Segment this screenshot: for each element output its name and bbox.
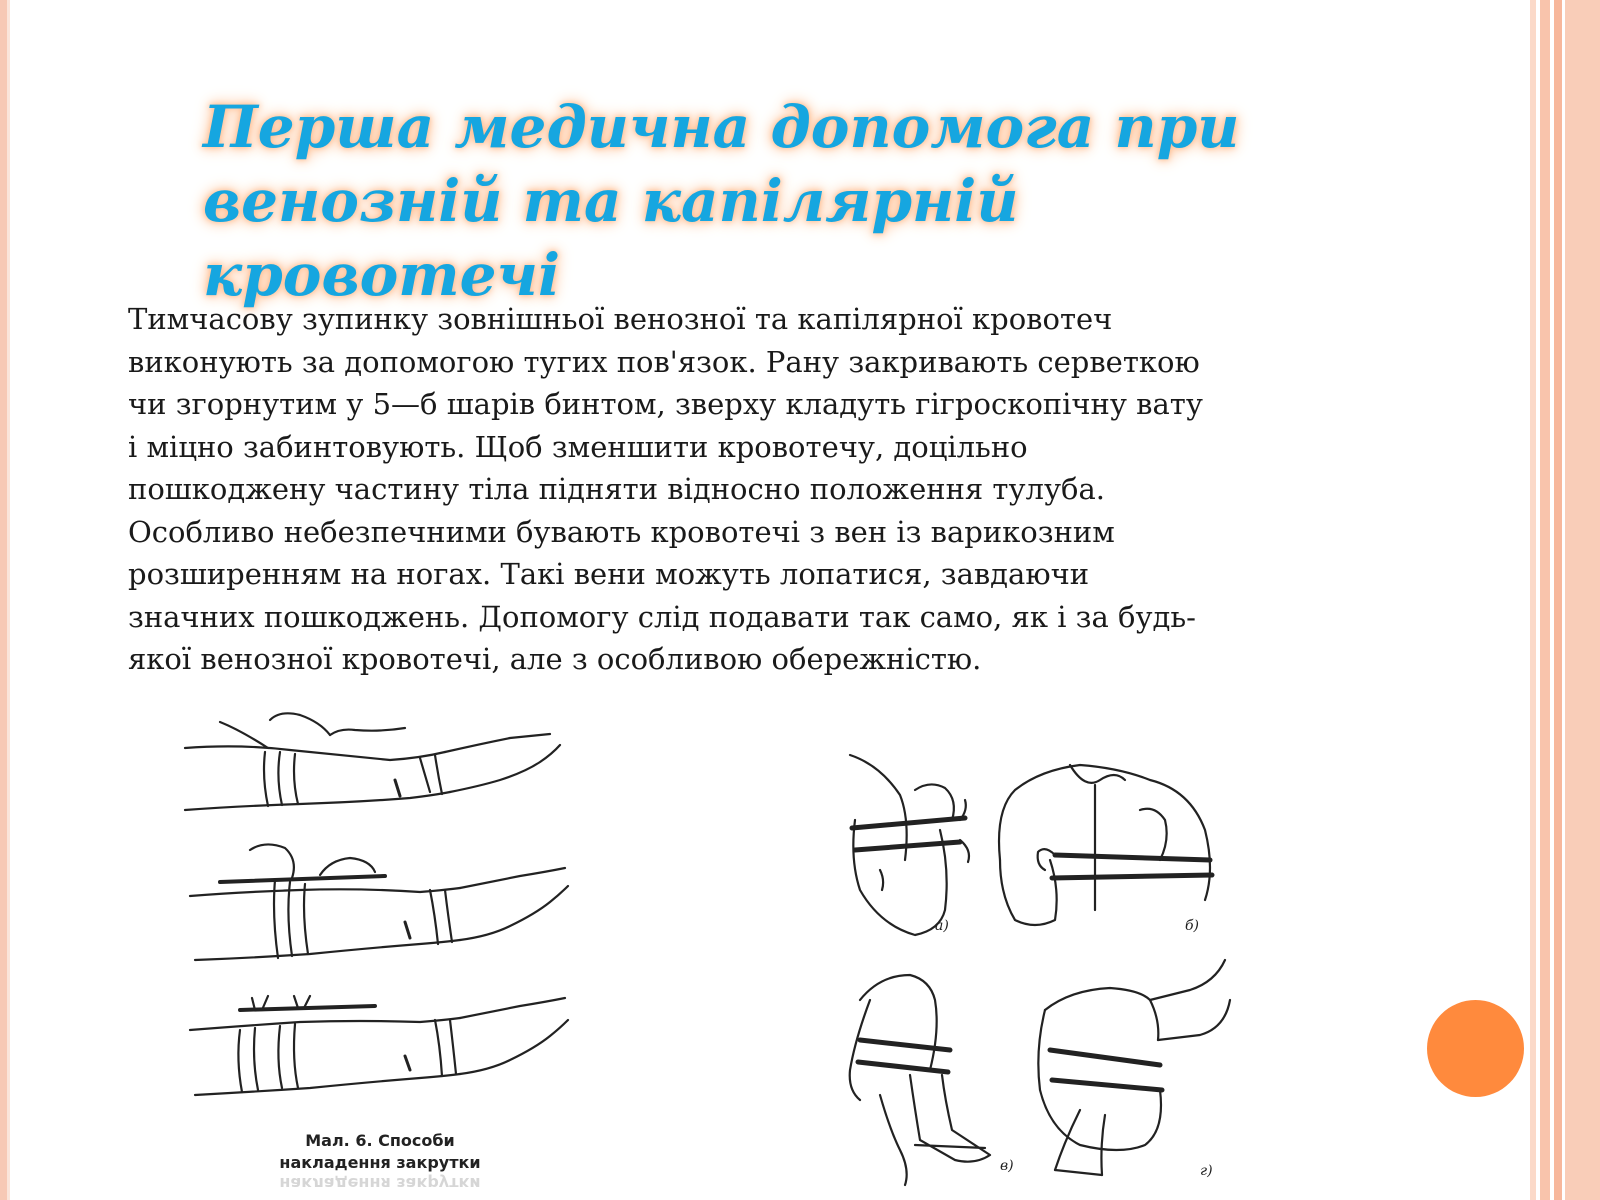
tourniquet-illustration (180, 700, 590, 1200)
figure-caption-reflection: накладення закрутки (279, 1174, 481, 1193)
bandaged-knee-drawing (850, 975, 990, 1185)
bandaged-shoulder-drawing (999, 765, 1212, 925)
arm-drawing (185, 713, 560, 810)
frame-border-left (0, 0, 7, 1200)
body-line: значних пошкоджень. Допомогу слід подавати так само, як і за будь- (128, 599, 1196, 634)
body-line: чи згорнутим у 5—б шарів бинтом, зверху кладуть гігроскопічну вату (128, 387, 1203, 421)
title-line: кровотечі (203, 241, 561, 309)
bandaged-arm-drawing (850, 755, 969, 935)
frame-border-right (1530, 0, 1600, 1200)
body-line: виконують за допомогою тугих пов'язок. Рану закривають серветкою (128, 344, 1200, 379)
arm-drawing (190, 844, 568, 960)
figure-label: б) (1185, 918, 1200, 934)
slide-title (203, 90, 1313, 312)
frame-border-left-inner (7, 0, 10, 1200)
body-line: якої венозної кровотечі, але з особливою обережністю. (128, 642, 982, 676)
figure-caption: Мал. 6. Способи (305, 1131, 455, 1150)
body-paragraph (128, 298, 1358, 681)
body-line: Тимчасову зупинку зовнішньої венозної та капілярної кровотеч (128, 302, 1113, 336)
figure-label: а) (935, 918, 949, 934)
body-line: і міцно забинтовують. Щоб зменшити кровотечу, доцільно (128, 429, 1028, 464)
body-line: розширенням на ногах. Такі вени можуть лопатися, завдаючи (128, 557, 1090, 591)
figure-label: г) (1200, 1163, 1213, 1179)
arm-drawing (190, 996, 568, 1095)
bandage-illustration (840, 750, 1260, 1200)
accent-circle (1427, 1000, 1524, 1097)
title-line: венозній та капілярній (203, 167, 1019, 235)
figure-label: в) (1000, 1158, 1014, 1174)
body-line: пошкоджену частину тіла підняти відносно положення тулуба. (128, 472, 1105, 506)
title-line: Перша медична допомога при (203, 93, 1240, 161)
body-line: Особливо небезпечними бувають кровотечі з вен із варикозним (128, 514, 1115, 549)
bandaged-leg-drawing (1038, 960, 1230, 1175)
figure-caption: накладення закрутки (279, 1153, 481, 1172)
